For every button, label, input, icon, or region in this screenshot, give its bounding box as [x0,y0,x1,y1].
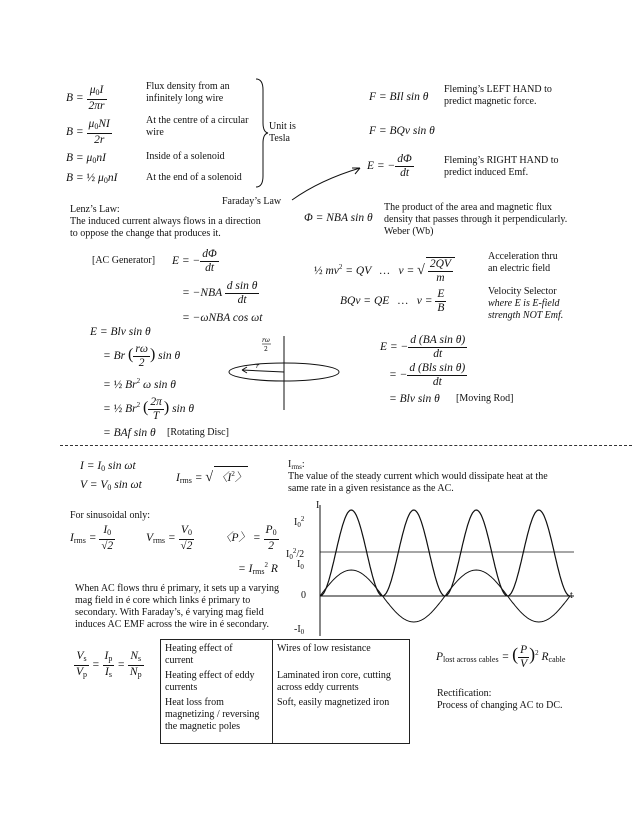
losses-table-divider [272,639,273,743]
formula-power-lost: $P_{lost across cables}$ = ( $\frac{P}{V}$ )$^2$ $R_{cable}$ [436,644,566,670]
lenz-line2: to oppose the change that produces it. [70,228,221,239]
formula-irms-def: $I_{rms}$ = √ 〈$I^2$〉 [176,466,248,488]
formula-rod-1: E = − $\frac{\text{d (BA sin θ)}}{dt}$ [380,334,466,360]
rotating-disc-label: [Rotating Disc] [167,427,229,438]
transformer-line3: secondary. With Faraday’s, é varying mag field [75,607,264,618]
loss-cause-2b: currents [165,682,198,693]
flux-desc-3: Inside of a solenoid [146,151,225,162]
sinusoidal-label: For sinusoidal only: [70,510,151,521]
formula-force-wire: F = BIl sin θ [369,91,429,103]
unit-text-b: Tesla [269,133,290,144]
ac-generator-label: [AC Generator] [92,255,156,266]
velocity-note-a: where E is E-field [488,298,560,309]
graph-tick-io: $I_0$ [297,559,304,571]
formula-rod-2: = − $\frac{\text{d (Bls sin θ)}}{dt}$ [389,362,466,388]
formula-transformer-ratio: $\frac{V_s}{V_p}$ = $\frac{I_p}{I_s}$ = $\frac{N_s}{N_p}$ [76,650,142,679]
formula-accel: ½ $mv^2$ = QV … v = √ $\frac{2QV}{m}$ [314,257,455,285]
graph-x-label: t [570,590,573,601]
loss-remedy-2b: across eddy currents [277,682,359,693]
section-divider [60,445,632,446]
transformer-line4: induces AC EMF across the wire in é secondary. [75,619,270,630]
loss-cause-3b: magnetizing / reversing [165,709,260,720]
flux-desc-1a: Flux density from an [146,81,230,92]
irms-line1: The value of the steady current which would dissipate heat at the [288,471,548,482]
formula-disc-3: = ½ Br$^2$ ω sin θ [103,377,176,391]
svg-text:r: r [256,363,259,370]
graph-y-label: I [316,500,320,511]
fleming-right-b: predict induced Emf. [444,167,529,178]
formula-power-avg: 〈P〉 = $\frac{P_0}{2}$ [220,524,277,552]
moving-rod-label: [Moving Rod] [456,393,514,404]
formula-ac-1: E = − $\frac{d\Phi}{dt}$ [172,248,217,274]
formula-disc-4: = ½ Br$^2$ ( $\frac{2\pi}{T}$ ) sin θ [103,396,195,422]
svg-text:rω: rω [262,337,270,344]
loss-cause-3a: Heat loss from [165,697,224,708]
unit-text-a: Unit is [269,121,296,132]
rectification-desc: Process of changing AC to DC. [437,700,563,711]
velocity-note-b: strength NOT Emf. [488,310,564,321]
formula-faraday: E = − $\frac{d\Phi}{dt}$ [367,153,412,179]
formula-ac-3: = −ωNBA cos ωt [182,312,263,324]
faraday-arrow [290,160,370,205]
loss-remedy-2a: Laminated iron core, cutting [277,670,391,681]
lenz-title: Lenz’s Law: [70,204,120,215]
loss-cause-2a: Heating effect of eddy [165,670,255,681]
flux-desc-4: At the end of a solenoid [146,172,242,183]
accel-text-a: Acceleration thru [488,251,558,262]
transformer-line2: mag field in é core which links é primary to [75,595,251,606]
graph-tick-io2-half: $I_0^2/2$ [286,547,305,561]
graph-tick-neg-io: $-I_0$ [294,624,305,636]
formula-disc-1: E = Blv sin θ [90,326,151,338]
rectification-title: Rectification: [437,688,492,699]
flux-desc-line2: density that passes through it perpendicularly. [384,214,568,225]
irms-line2: same rate in a given resistance as the AC. [288,483,454,494]
flux-desc-line1: The product of the area and magnetic flux [384,202,552,213]
loss-cause-3c: the magnetic poles [165,721,240,732]
flux-desc-2a: At the centre of a circular [146,115,249,126]
velocity-selector-title: Velocity Selector [488,286,557,297]
formula-long-wire: B = $\frac{\mu_0I}{2\pi r}$ [66,84,105,112]
formula-rod-3: = Blv sin θ [389,393,440,405]
formula-power-rms: = $I_{rms}^2$ R [238,561,278,576]
transformer-line1: When AC flows thru é primary, it sets up a varying [75,583,280,594]
ac-current-graph [284,500,584,640]
graph-curve-i-squared [320,510,570,596]
formula-velocity-selector: BQv = QE … v = $\frac{E}{B}$ [340,288,445,314]
formula-disc-5: = BAf sin θ [103,427,156,439]
faraday-label: Faraday’s Law [222,196,282,207]
graph-tick-io2: $I_0^2$ [294,515,305,529]
formula-disc-2: = Br ( $\frac{r\omega}{2}$ ) sin θ [103,343,181,369]
fleming-left-b: predict magnetic force. [444,96,537,107]
formula-circular-wire: B = $\frac{\mu_0NI}{2r}$ [66,118,110,146]
fleming-left-a: Fleming’s LEFT HAND to [444,84,552,95]
flux-desc-2b: wire [146,127,164,138]
irms-title: $I_{rms}$: [288,459,305,471]
right-brace [255,78,269,188]
flux-desc-line3: Weber (Wb) [384,226,434,237]
loss-remedy-1: Wires of low resistance [277,643,371,654]
graph-tick-zero: 0 [301,590,306,601]
svg-text:2: 2 [264,346,268,353]
formula-flux: Φ = NBA sin θ [304,212,373,224]
formula-ac-2: = −NBA $\frac{\text{d sin θ}}{dt}$ [182,280,258,306]
formula-irms-sin: $I_{rms}$ = $\frac{I_0}{√2}$ [70,524,114,552]
lenz-line1: The induced current always flows in a direction [70,216,261,227]
formula-solenoid: $B = \mu_0nI$ [66,152,106,165]
loss-cause-1b: current [165,655,194,666]
rotating-disc-sketch [222,334,342,412]
accel-text-b: an electric field [488,263,551,274]
formula-force-charge: F = BQv sin θ [369,125,435,137]
loss-remedy-3: Soft, easily magnetized iron [277,697,390,708]
formula-current-ac: $I = I_0$ sin ωt [80,460,136,473]
flux-desc-1b: infinitely long wire [146,93,224,104]
fleming-right-a: Fleming’s RIGHT HAND to [444,155,559,166]
formula-vrms-sin: $V_{rms}$ = $\frac{V_0}{√2}$ [146,524,193,552]
formula-voltage-ac: $V = V_0$ sin ωt [80,479,142,492]
loss-cause-1a: Heating effect of [165,643,233,654]
formula-solenoid-end: B = ½ $\mu_0nI$ [66,172,118,185]
